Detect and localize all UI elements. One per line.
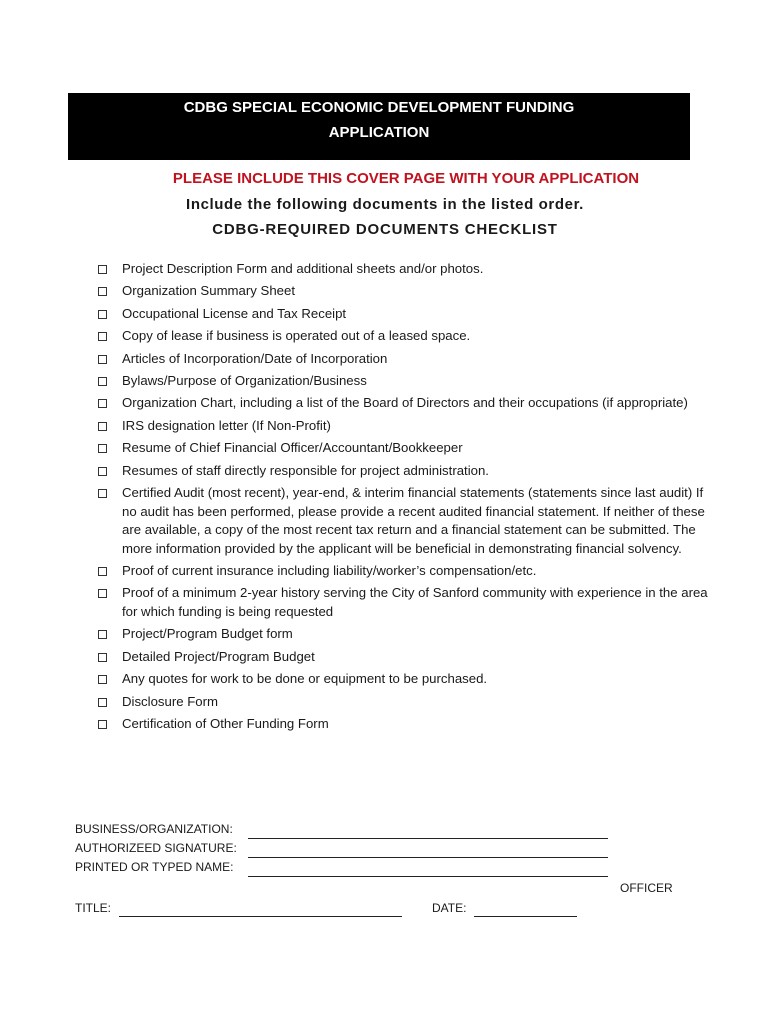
checklist-item bbox=[98, 305, 708, 324]
checklist-item bbox=[98, 584, 708, 621]
header-title-line1: CDBG SPECIAL ECONOMIC DEVELOPMENT FUNDING bbox=[183, 99, 575, 116]
checkbox-icon[interactable] bbox=[98, 355, 107, 364]
documents-checklist bbox=[98, 260, 708, 737]
checkbox-icon[interactable] bbox=[98, 653, 107, 662]
officer-label: OFFICER bbox=[620, 881, 673, 895]
checklist-item bbox=[98, 670, 708, 689]
checklist-item bbox=[98, 372, 708, 391]
checkbox-icon[interactable] bbox=[98, 265, 107, 274]
checkbox-icon[interactable] bbox=[98, 630, 107, 639]
checkbox-icon[interactable] bbox=[98, 422, 107, 431]
checklist-item bbox=[98, 693, 708, 712]
header-bar bbox=[68, 93, 690, 160]
checklist-item-label: Articles of Incorporation/Date of Incorporation bbox=[122, 350, 388, 366]
checklist-item-label: Organization Chart, including a list of the Board of Directors and their occupations (if appropriate) bbox=[122, 395, 688, 411]
business-field[interactable] bbox=[248, 838, 608, 839]
checklist-item-label: Certification of Other Funding Form bbox=[122, 716, 329, 732]
checklist-item-label: Project/Program Budget form bbox=[122, 626, 293, 642]
printed-name-field[interactable] bbox=[248, 876, 608, 877]
cover-page-notice: PLEASE INCLUDE THIS COVER PAGE WITH YOUR APPLICATION bbox=[172, 170, 640, 187]
checklist-item bbox=[98, 562, 708, 581]
checkbox-icon[interactable] bbox=[98, 720, 107, 729]
checkbox-icon[interactable] bbox=[98, 589, 107, 598]
checklist-item-label: Any quotes for work to be done or equipment to be purchased. bbox=[122, 671, 488, 687]
checkbox-icon[interactable] bbox=[98, 377, 107, 386]
checklist-item-label: Certified Audit (most recent), year-end, & interim financial statements (statements since last audit) If no audit has been performed, please provide a recent audited financial statement. If neither of these are available, a copy of the most recent tax return and a financial statement can be submitted. The more information provided by the applicant will be beneficial in demonstrating financial solvency. bbox=[122, 484, 705, 556]
order-instruction: Include the following documents in the listed order. bbox=[186, 196, 584, 213]
checklist-item bbox=[98, 394, 708, 413]
checkbox-icon[interactable] bbox=[98, 444, 107, 453]
checklist-item bbox=[98, 462, 708, 481]
checkbox-icon[interactable] bbox=[98, 698, 107, 707]
business-label: BUSINESS/ORGANIZATION: bbox=[75, 822, 233, 836]
checklist-item bbox=[98, 625, 708, 644]
checklist-item-label: Organization Summary Sheet bbox=[122, 283, 295, 299]
checklist-item-label: Detailed Project/Program Budget bbox=[122, 648, 315, 664]
checklist-item bbox=[98, 715, 708, 734]
checklist-item bbox=[98, 484, 708, 558]
header-title-line2: APPLICATION bbox=[328, 124, 430, 141]
checkbox-icon[interactable] bbox=[98, 567, 107, 576]
checklist-item-label: Proof of current insurance including liability/worker’s compensation/etc. bbox=[122, 563, 537, 579]
checklist-item-label: Disclosure Form bbox=[122, 693, 218, 709]
printed-name-label: PRINTED OR TYPED NAME: bbox=[75, 860, 234, 874]
checklist-item bbox=[98, 439, 708, 458]
checklist-item-label: Occupational License and Tax Receipt bbox=[122, 305, 347, 321]
date-label: DATE: bbox=[432, 901, 467, 915]
checklist-item bbox=[98, 417, 708, 436]
checklist-item-label: IRS designation letter (If Non-Profit) bbox=[122, 417, 331, 433]
title-field[interactable] bbox=[119, 916, 402, 917]
checkbox-icon[interactable] bbox=[98, 489, 107, 498]
checklist-item bbox=[98, 327, 708, 346]
checklist-title: CDBG-REQUIRED DOCUMENTS CHECKLIST bbox=[212, 221, 558, 238]
checklist-item-label: Proof of a minimum 2-year history serving the City of Sanford community with experience in the area for which funding is being requested bbox=[122, 585, 708, 620]
checklist-item-label: Project Description Form and additional sheets and/or photos. bbox=[122, 261, 484, 276]
checklist-item bbox=[98, 648, 708, 667]
checkbox-icon[interactable] bbox=[98, 467, 107, 476]
checklist-item bbox=[98, 350, 708, 369]
checklist-item-label: Resumes of staff directly responsible for project administration. bbox=[122, 462, 489, 478]
checkbox-icon[interactable] bbox=[98, 399, 107, 408]
authorized-signature-field[interactable] bbox=[248, 857, 608, 858]
checkbox-icon[interactable] bbox=[98, 675, 107, 684]
checkbox-icon[interactable] bbox=[98, 287, 107, 296]
title-label: TITLE: bbox=[75, 901, 112, 915]
checklist-item bbox=[98, 260, 708, 279]
checklist-item-label: Bylaws/Purpose of Organization/Business bbox=[122, 372, 367, 388]
checkbox-icon[interactable] bbox=[98, 310, 107, 319]
checklist-item-label: Copy of lease if business is operated out of a leased space. bbox=[122, 328, 471, 344]
checkbox-icon[interactable] bbox=[98, 332, 107, 341]
date-field[interactable] bbox=[474, 916, 577, 917]
authorized-signature-label: AUTHORIZEED SIGNATURE: bbox=[75, 841, 237, 855]
checklist-item-label: Resume of Chief Financial Officer/Accountant/Bookkeeper bbox=[122, 440, 463, 456]
checklist-item bbox=[98, 282, 708, 301]
